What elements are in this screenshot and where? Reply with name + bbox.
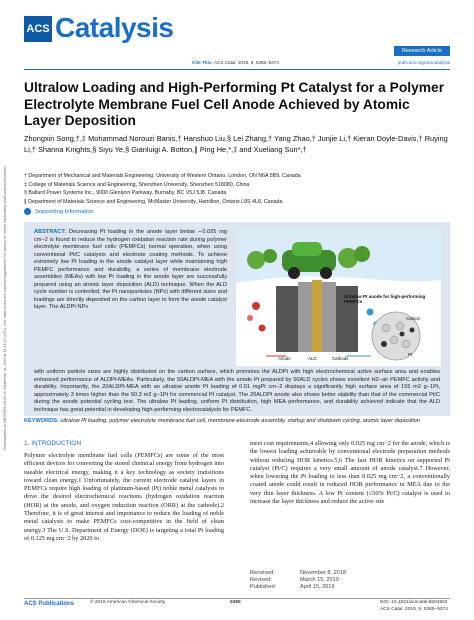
date-value: November 8, 2018 [300,570,347,576]
cite-ref: ACS Catal. 2019, 9, 5365−5374 [213,60,279,65]
date-value: March 15, 2019 [300,577,339,584]
page-number: 5365 [230,600,241,605]
date-row [250,577,450,584]
date-value: April 15, 2019 [300,584,335,591]
abstract-body-top: Decreasing Pt loading in the anode layer below ∼0.025 mg cm−2 is found to reduce the hydrogen oxidation reaction rate during polymer electrolyte membrane fuel cells (PEMFCs) normal operation, when using conventional Pt/C catalysts and electrode coating methods. To achieve extremely low Pt loading in the anode catalyst layer while maintaining high PEMFC performance and durability, a series of membrane electrode assemblies (MEAs) with low Pt loading in the anode layer are successfully prepared using an atomic layer deposition (ALD) technique. When the ALD cycle number is controlled, the Pt nanoparticles (NPs) with different sizes and loadings are directly deposited on the carbon layer to form the anode catalyst layer. The ALDPt NPs [34,229,227,311]
affiliation-item: § Ballard Power Systems Inc., 9000 Glenlyon Parkway, Burnaby, BC V5J 5J8, Canada [24,190,227,197]
toc-caption: Ultralow Pt anode for high-performing PEMFCs [344,294,426,304]
doi-citation: ACS Catal. 2019, 9, 5365−5374 [380,607,448,612]
article-dates [250,570,450,592]
cite-label[interactable]: Cite This: [192,60,213,65]
keywords-label: KEYWORDS: [24,418,59,424]
article-title: Ultralow Loading and High-Performing Pt Catalyst for a Polymer Electrolyte Membrane Fuel Cell Anode Achieved by Atomic Layer Deposition [24,80,445,128]
toc-label-anode: Anode [278,356,291,361]
citation-line[interactable] [192,60,279,65]
body-right-column: meet cost requirements,4 allowing only 0.025 mg cm−2 for the anode, which is the lowest loading achievable by conventional electrode preparation methods without reducing HOR kinetics.5,6 The fast HOR kinetics on supported Pt catalyst (Pt/C) requires a very small amount of anode catalyst.7 However, when lowering the Pt loading to less than 0.025 mg cm−2, a conventionally coated anode could result in reduced HOR performance in MEA due to the very thin layer thickness. A low Pt content (≤50% Pt/C) catalyst is used to increase the layer thickness and reduce the active site [250,440,450,506]
acs-logo-icon: ACS [24,16,52,42]
affiliation-item: ‡ College of Materials Science and Engineering, Shenzhen University, Shenzhen 518080, China [24,181,250,188]
author-list: Zhongxin Song,†,‡ Mohammad Norouzi Banis,† Hanshuo Liu,§ Lei Zhang,† Yang Zhao,† Junjie Li,† Kieran Doyle-Davis,† Ruying Li,† Shanna Knights,§ Siyu Ye,§ Gianluigi A. Botton,∥ Ping He,*,‡ and Xueliang Sun*,† [24,134,448,154]
toc-graphic [236,228,441,366]
abstract-box [24,222,450,416]
affiliation-item: ∥ Department of Materials Science and Engineering, McMaster University, Hamilton, Ontario L8S 4L8, Canada [24,198,283,205]
footer-rule [24,598,450,599]
date-key: Revised: [250,577,272,584]
section-heading: 1. INTRODUCTION [24,440,82,447]
abstract-text-top [34,229,227,312]
keywords [24,418,450,426]
doi-link[interactable]: DOI: 10.1021/acscatal.8b04504 [380,600,448,605]
header-rule [24,69,450,70]
supporting-info-icon [24,208,31,215]
supporting-information-link[interactable] [24,208,450,215]
abstract-body-bottom: with uniform particle sizes are highly distributed on the carbon surface, which promotes the ALDPt with high electrochemical active surface area and enables enhanced performance of ALDPt-MEAs. Particularly, the 50ALDPt-MEA with the anode Pt prepared by 50ALD cycles shows excellent H2−air PEMFC activity and durability. Importantly, the 20ALDPt-MEA with an ultralow anode Pt loading of 0.01 mgPt cm−2 displays a significantly high surface area of 155 m2 g−1Pt, approximately 3 times higher than the 50.3 m2 g−1Pt for commercial Pt catalyst. The 20ALDPt anode also shows better stability than that of the commercial Pt/C during the anode potential cycling test. The ultralow Pt loading, uniform Pt distribution, high MEA performance, and durability achieved indicate that the ALD technique has great potential in developing high-performing electrocatalysts for PEMFC. [34,369,440,413]
toc-label-carbon: Carbon [406,316,421,321]
copyright: © 2019 American Chemical Society [90,600,166,605]
date-key: Published: [250,584,277,591]
date-key: Received: [250,570,275,576]
acs-publications-logo[interactable]: ACS Publications [24,601,75,607]
affiliation-item: † Department of Mechanical and Materials Engineering, University of Western Ontario, London, ON N6A 5B9, Canada [24,173,301,179]
journal-name: Catalysis [55,12,174,43]
date-row [250,584,450,591]
toc-label-cathode: Cathode [332,356,349,361]
article-type-badge: Research Article [394,46,450,56]
journal-logo [24,10,184,44]
toc-label-pt: Pt [408,352,413,357]
keywords-text: ultralow Pt loading, polymer electrolyte membrane fuel cell, membrane-electrode assembly, startup and shutdown cycling, atomic layer deposition [60,418,420,424]
supporting-info-label: Supporting Information [35,209,94,216]
download-notice [3,150,11,450]
abstract-label: ABSTRACT: [34,229,67,235]
download-notice-text: Downloaded via WESTERN UNIV on September 11, 2019 at 16:31:12 (UTC). See https://pubs.acs.org/sharingguidelines for options on how to legitimately share published articles. [3,165,7,450]
journal-header [24,10,450,70]
journal-url-link[interactable]: pubs.acs.org/acscatalysis [397,60,450,65]
affiliations [24,172,450,206]
body-left-column: Polymer electrolyte membrane fuel cells (PEMFCs) are some of the most efficient devices for converting the stored chemical energy from hydrogen into useable electrical energy, making it a key technology as society transitions toward clean energy.1 Unfortunately, the current electrode catalyst layers in PEMFCs require high loading of platinum-based (Pt) noble metal catalysts to drive the desired electrochemical reactions (hydrogen oxidation reaction (HOR) at the anode, and oxygen reduction reaction (ORR) at the cathode).2 Therefore, it is of great interest and importance to reduce the loading of noble metal catalysts to make PEMFCs cost-competitive in the field of clean energy.3 The U.S. Department of Energy (DOE) is targeting a total Pt loading of 0.125 mg cm−2 by 2020 to [24,452,224,542]
date-row [250,570,450,577]
toc-label-ald: ALD [308,356,317,361]
